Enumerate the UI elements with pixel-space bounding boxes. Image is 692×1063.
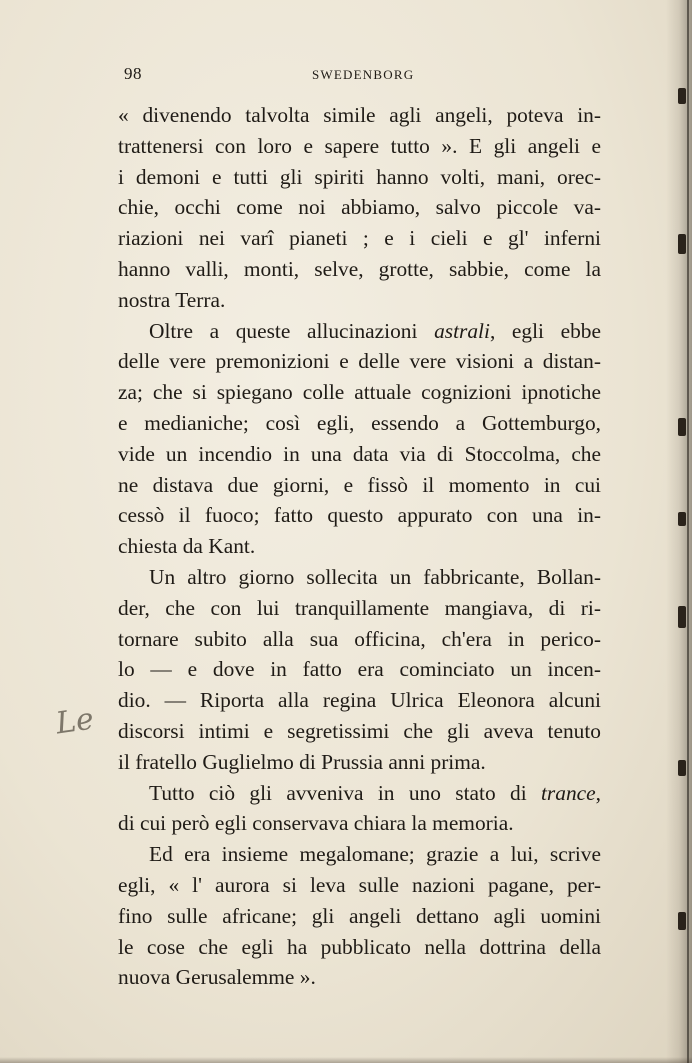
page-edge-line [687, 0, 689, 1063]
text-line: tornare subito alla sua officina, ch'era in perico- [118, 626, 601, 651]
page-number: 98 [124, 64, 142, 83]
page-bottom-edge [0, 1057, 692, 1063]
text-line: Oltre a queste allucinazioni astrali, egli ebbe [149, 318, 601, 343]
running-head: SWEDENBORG [312, 67, 415, 82]
text-line: vide un incendio in una data via di Stoccolma, che [118, 441, 601, 466]
page-header [118, 64, 598, 86]
edge-blot [678, 606, 686, 628]
text-line: cessò il fuoco; fatto questo appurato con una in- [118, 503, 601, 528]
edge-blot [678, 760, 686, 776]
edge-blot [678, 512, 686, 526]
edge-blot [678, 88, 686, 104]
text-line: i demoni e tutti gli spiriti hanno volti, mani, orec- [118, 164, 601, 189]
text-line: fino sulle africane; gli angeli dettano agli uomini [118, 903, 601, 928]
text-line: le cose che egli ha pubblicato nella dottrina della [118, 934, 601, 959]
text-line: za; che si spiegano colle attuale cognizioni ipnotiche [118, 380, 601, 405]
text-line: il fratello Guglielmo di Prussia anni prima. [118, 749, 486, 774]
text-line: hanno valli, monti, selve, grotte, sabbie, come la [118, 256, 601, 281]
edge-blot [678, 234, 686, 254]
text-line: Un altro giorno sollecita un fabbricante, Bollan- [149, 564, 601, 589]
text-line: nostra Terra. [118, 287, 226, 312]
text-line: chie, occhi come noi abbiamo, salvo piccole va- [118, 195, 601, 220]
text-line: ne distava due giorni, e fissò il momento in cui [118, 472, 601, 497]
text-line: Ed era insieme megalomane; grazie a lui, scrive [149, 842, 601, 867]
text-line: trattenersi con loro e sapere tutto ». E gli angeli e [118, 133, 601, 158]
text-line: di cui però egli conservava chiara la memoria. [118, 811, 514, 836]
text-line: discorsi intimi e segretissimi che gli aveva tenuto [118, 718, 601, 743]
text-line: chiesta da Kant. [118, 534, 256, 559]
text-line: nuova Gerusalemme ». [118, 965, 316, 990]
body-text [118, 100, 601, 993]
text-line: e medianiche; così egli, essendo a Gottemburgo, [118, 410, 601, 435]
text-line: delle vere premonizioni e delle vere visioni a distan- [118, 349, 601, 374]
text-line: lo — e dove in fatto era cominciato un incen- [118, 657, 601, 682]
text-line: egli, « l' aurora si leva sulle nazioni pagane, per- [118, 872, 601, 897]
text-line: « divenendo talvolta simile agli angeli, poteva in- [118, 103, 601, 127]
text-line: riazioni nei varî pianeti ; e i cieli e gl' inferni [118, 226, 601, 251]
text-line: dio. — Riporta alla regina Ulrica Eleonora alcuni [118, 688, 601, 713]
text-line: der, che con lui tranquillamente mangiava, di ri- [118, 595, 601, 620]
text-line: Tutto ciò gli avveniva in uno stato di trance, [149, 780, 601, 805]
edge-blot [678, 912, 686, 930]
handwritten-margin-note: Le [53, 701, 96, 742]
edge-blot [678, 418, 686, 436]
